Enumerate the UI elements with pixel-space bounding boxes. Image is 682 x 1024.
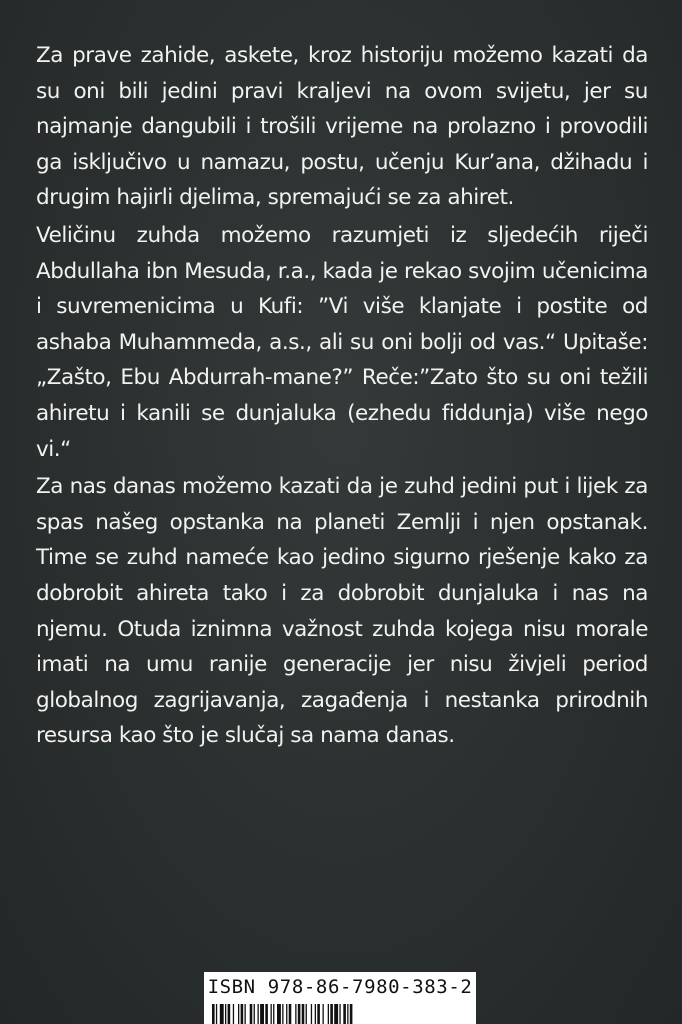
barcode xyxy=(204,972,476,1024)
isbn-label: ISBN 978-86-7980-383-2 xyxy=(207,976,473,998)
cover-text xyxy=(36,38,648,756)
paragraph-2: Veličinu zuhda možemo razumjeti iz sljedećih riječi Abdullaha ibn Mesuda, r.a., kada je rekao svojim učenicima i suvremenicima u Kufi: ”Vi više klanjate i postite od ashaba Muhammeda, a.s., ali su oni bolji od vas.“ Upitaše: „Zašto, Ebu Abdurrah-mane?” Reče:”Zato što su oni težili ahiretu i kanili se dunjaluka (ezhedu fiddunja) više nego vi.“ xyxy=(36,222,648,462)
paragraph-1: Za prave zahide, askete, kroz historiju možemo kazati da su oni bili jedini pravi kraljevi na ovom svijetu, jer su najmanje dangubili i trošili vrijeme na prolazno i provodili ga isključivo u namazu, postu, učenju Kur’ana, džihadu i drugim hajirli djelima, spremajući se za ahiret. xyxy=(36,43,648,211)
barcode-bars xyxy=(212,1004,468,1024)
paragraph-3: Za nas danas možemo kazati da je zuhd jedini put i lijek za spas našeg opstanka na planeti Zemlji i njen opstanak. Time se zuhd nameće kao jedino sigurno rješenje kako za dobrobit ahireta tako i za dobrobit dunjaluka i nas na njemu. Otuda iznimna važnost zuhda kojega nisu morale imati na umu ranije generacije jer nisu živjeli period globalnog zagrijavanja, zagađenja i nestanka prirodnih resursa kao što je slučaj sa nama danas. xyxy=(36,474,648,749)
